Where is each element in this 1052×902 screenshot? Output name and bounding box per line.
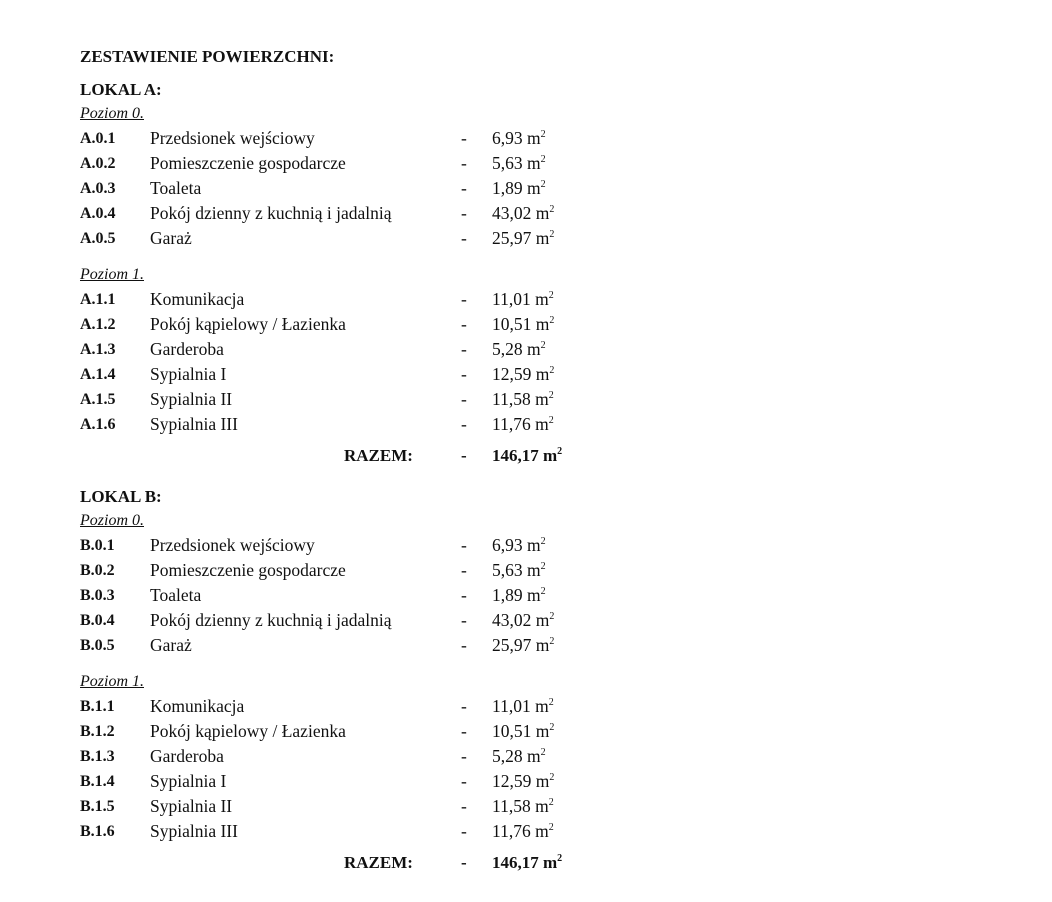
area-unit-exponent: 2	[549, 611, 555, 622]
room-row	[80, 176, 700, 201]
room-name: Sypialnia III	[150, 414, 238, 434]
total-dash: -	[461, 853, 467, 872]
area-unit-exponent: 2	[548, 822, 554, 833]
area-unit: m	[535, 203, 550, 223]
room-area	[492, 226, 554, 251]
area-unit: m	[543, 446, 558, 465]
room-dash: -	[461, 635, 467, 655]
total-row	[80, 443, 700, 469]
room-row	[80, 794, 700, 819]
lokal-section	[80, 78, 700, 469]
room-area-value: 11,76	[492, 821, 531, 841]
room-area-value: 12,59	[492, 364, 532, 384]
room-area	[492, 126, 546, 151]
room-name: Sypialnia I	[150, 771, 227, 791]
room-area-value: 5,63	[492, 560, 523, 580]
room-code: A.1.3	[80, 341, 116, 358]
total-area	[492, 850, 562, 876]
room-row	[80, 583, 700, 608]
area-unit-exponent: 2	[549, 315, 555, 326]
room-row	[80, 201, 700, 226]
room-name: Garaż	[150, 635, 192, 655]
room-row	[80, 287, 700, 312]
area-unit: m	[527, 535, 541, 555]
room-area	[492, 412, 554, 437]
room-code: B.1.6	[80, 823, 115, 840]
room-code: A.1.4	[80, 366, 116, 383]
room-row	[80, 819, 700, 844]
area-unit: m	[535, 696, 549, 716]
area-unit: m	[527, 128, 541, 148]
room-area	[492, 201, 554, 226]
room-row	[80, 719, 700, 744]
room-row	[80, 744, 700, 769]
level-gap	[80, 658, 700, 670]
room-area-value: 10,51	[492, 314, 532, 334]
room-row	[80, 126, 700, 151]
area-unit-exponent: 2	[549, 204, 555, 215]
room-area-value: 1,89	[492, 585, 523, 605]
room-area	[492, 337, 546, 362]
room-area-value: 11,01	[492, 289, 531, 309]
area-unit-exponent: 2	[549, 772, 555, 783]
room-name: Komunikacja	[150, 696, 245, 716]
room-area-value: 25,97	[492, 228, 532, 248]
room-row	[80, 337, 700, 362]
room-row	[80, 608, 700, 633]
area-unit: m	[535, 721, 550, 741]
lokale-container	[80, 78, 700, 876]
area-unit: m	[527, 585, 541, 605]
area-unit: m	[535, 289, 549, 309]
room-name: Pomieszczenie gospodarcze	[150, 560, 346, 580]
area-unit: m	[527, 153, 541, 173]
room-name: Pokój kąpielowy / Łazienka	[150, 721, 346, 741]
room-area-value: 12,59	[492, 771, 532, 791]
area-unit-exponent: 2	[540, 154, 546, 165]
area-unit-exponent: 2	[540, 179, 546, 190]
area-unit-exponent: 2	[557, 446, 563, 457]
area-unit-exponent: 2	[549, 722, 555, 733]
room-area	[492, 719, 554, 744]
room-dash: -	[461, 560, 467, 580]
room-area-value: 25,97	[492, 635, 532, 655]
room-name: Garaż	[150, 228, 192, 248]
area-unit-exponent: 2	[548, 390, 554, 401]
room-area	[492, 312, 554, 337]
room-name: Komunikacja	[150, 289, 245, 309]
room-code: A.1.2	[80, 316, 116, 333]
lokal-title: LOKAL B:	[80, 487, 162, 506]
area-unit-exponent: 2	[540, 561, 546, 572]
area-unit-exponent: 2	[549, 365, 555, 376]
room-dash: -	[461, 796, 467, 816]
area-unit: m	[535, 314, 550, 334]
room-dash: -	[461, 771, 467, 791]
area-unit: m	[535, 796, 549, 816]
room-row	[80, 694, 700, 719]
total-area-value: 146,17	[492, 446, 539, 465]
room-name: Przedsionek wejściowy	[150, 535, 315, 555]
room-dash: -	[461, 203, 467, 223]
room-dash: -	[461, 610, 467, 630]
room-area-value: 1,89	[492, 178, 523, 198]
room-name: Pomieszczenie gospodarcze	[150, 153, 346, 173]
room-dash: -	[461, 178, 467, 198]
room-name: Garderoba	[150, 339, 224, 359]
area-unit: m	[535, 228, 550, 248]
room-area	[492, 387, 554, 412]
room-name: Pokój dzienny z kuchnią i jadalnią	[150, 610, 392, 630]
room-area-value: 43,02	[492, 203, 532, 223]
area-unit-exponent: 2	[557, 853, 563, 864]
lokal-section	[80, 485, 700, 876]
room-row	[80, 387, 700, 412]
room-area-value: 6,93	[492, 535, 523, 555]
room-code: A.0.2	[80, 155, 116, 172]
room-area-value: 11,58	[492, 389, 531, 409]
room-dash: -	[461, 128, 467, 148]
room-name: Pokój dzienny z kuchnią i jadalnią	[150, 203, 392, 223]
room-name: Toaleta	[150, 585, 202, 605]
room-code: B.0.5	[80, 637, 115, 654]
room-code: B.1.5	[80, 798, 115, 815]
section-gap	[80, 469, 700, 485]
room-dash: -	[461, 314, 467, 334]
room-dash: -	[461, 153, 467, 173]
room-row	[80, 151, 700, 176]
room-code: B.0.2	[80, 562, 115, 579]
level-heading: Poziom 0.	[80, 512, 144, 529]
area-unit: m	[535, 635, 550, 655]
room-row	[80, 533, 700, 558]
room-code: B.1.4	[80, 773, 115, 790]
area-unit: m	[535, 414, 549, 434]
area-unit: m	[527, 178, 541, 198]
room-code: A.1.5	[80, 391, 116, 408]
level-heading: Poziom 1.	[80, 673, 144, 690]
room-area-value: 11,01	[492, 696, 531, 716]
area-unit: m	[535, 610, 550, 630]
room-row	[80, 558, 700, 583]
area-unit: m	[527, 746, 541, 766]
room-area-value: 11,76	[492, 414, 531, 434]
area-unit-exponent: 2	[540, 586, 546, 597]
room-name: Pokój kąpielowy / Łazienka	[150, 314, 346, 334]
room-row	[80, 362, 700, 387]
room-code: B.1.2	[80, 723, 115, 740]
room-area	[492, 769, 554, 794]
room-name: Sypialnia II	[150, 796, 233, 816]
area-unit-exponent: 2	[548, 290, 554, 301]
room-area	[492, 583, 546, 608]
room-area-value: 10,51	[492, 721, 532, 741]
room-dash: -	[461, 228, 467, 248]
room-dash: -	[461, 339, 467, 359]
room-name: Garderoba	[150, 746, 224, 766]
room-code: A.1.1	[80, 291, 116, 308]
lokal-title: LOKAL A:	[80, 80, 162, 99]
area-unit: m	[535, 821, 549, 841]
room-code: A.0.5	[80, 230, 116, 247]
room-row	[80, 633, 700, 658]
area-unit: m	[543, 853, 558, 872]
room-area	[492, 819, 554, 844]
room-row	[80, 769, 700, 794]
room-code: B.1.1	[80, 698, 115, 715]
room-area	[492, 633, 554, 658]
area-unit-exponent: 2	[540, 340, 546, 351]
level-gap	[80, 251, 700, 263]
room-name: Toaleta	[150, 178, 202, 198]
room-area	[492, 151, 546, 176]
room-code: B.0.3	[80, 587, 115, 604]
area-unit: m	[535, 389, 549, 409]
room-code: B.1.3	[80, 748, 115, 765]
area-summary-document	[80, 44, 700, 876]
total-label: RAZEM:	[344, 446, 413, 465]
room-dash: -	[461, 289, 467, 309]
level-heading: Poziom 0.	[80, 105, 144, 122]
room-area	[492, 287, 554, 312]
level-heading: Poziom 1.	[80, 266, 144, 283]
total-dash: -	[461, 446, 467, 465]
room-dash: -	[461, 389, 467, 409]
room-area-value: 6,93	[492, 128, 523, 148]
room-area-value: 5,63	[492, 153, 523, 173]
room-area	[492, 608, 554, 633]
room-area-value: 11,58	[492, 796, 531, 816]
room-code: A.0.4	[80, 205, 116, 222]
room-area-value: 5,28	[492, 746, 523, 766]
room-dash: -	[461, 721, 467, 741]
room-dash: -	[461, 821, 467, 841]
area-unit-exponent: 2	[540, 129, 546, 140]
area-unit-exponent: 2	[548, 797, 554, 808]
room-area	[492, 794, 554, 819]
room-name: Sypialnia III	[150, 821, 238, 841]
room-dash: -	[461, 585, 467, 605]
room-area	[492, 744, 546, 769]
area-unit: m	[535, 771, 550, 791]
room-code: B.0.4	[80, 612, 115, 629]
room-dash: -	[461, 746, 467, 766]
area-unit: m	[527, 339, 541, 359]
room-area-value: 5,28	[492, 339, 523, 359]
area-unit: m	[527, 560, 541, 580]
total-label: RAZEM:	[344, 853, 413, 872]
room-dash: -	[461, 414, 467, 434]
room-row	[80, 226, 700, 251]
area-unit-exponent: 2	[540, 747, 546, 758]
room-area	[492, 533, 546, 558]
total-area-value: 146,17	[492, 853, 539, 872]
room-name: Sypialnia I	[150, 364, 227, 384]
area-unit-exponent: 2	[540, 536, 546, 547]
room-code: B.0.1	[80, 537, 115, 554]
room-area	[492, 362, 554, 387]
room-dash: -	[461, 696, 467, 716]
room-area	[492, 694, 554, 719]
area-unit-exponent: 2	[548, 697, 554, 708]
room-area-value: 43,02	[492, 610, 532, 630]
total-area	[492, 443, 562, 469]
room-code: A.0.3	[80, 180, 116, 197]
room-row	[80, 412, 700, 437]
room-name: Przedsionek wejściowy	[150, 128, 315, 148]
room-code: A.0.1	[80, 130, 116, 147]
total-row	[80, 850, 700, 876]
room-area	[492, 558, 546, 583]
room-dash: -	[461, 364, 467, 384]
area-unit-exponent: 2	[548, 415, 554, 426]
document-title: ZESTAWIENIE POWIERZCHNI:	[80, 47, 335, 66]
area-unit-exponent: 2	[549, 229, 555, 240]
room-code: A.1.6	[80, 416, 116, 433]
room-dash: -	[461, 535, 467, 555]
area-unit: m	[535, 364, 550, 384]
room-area	[492, 176, 546, 201]
room-row	[80, 312, 700, 337]
room-name: Sypialnia II	[150, 389, 233, 409]
area-unit-exponent: 2	[549, 636, 555, 647]
